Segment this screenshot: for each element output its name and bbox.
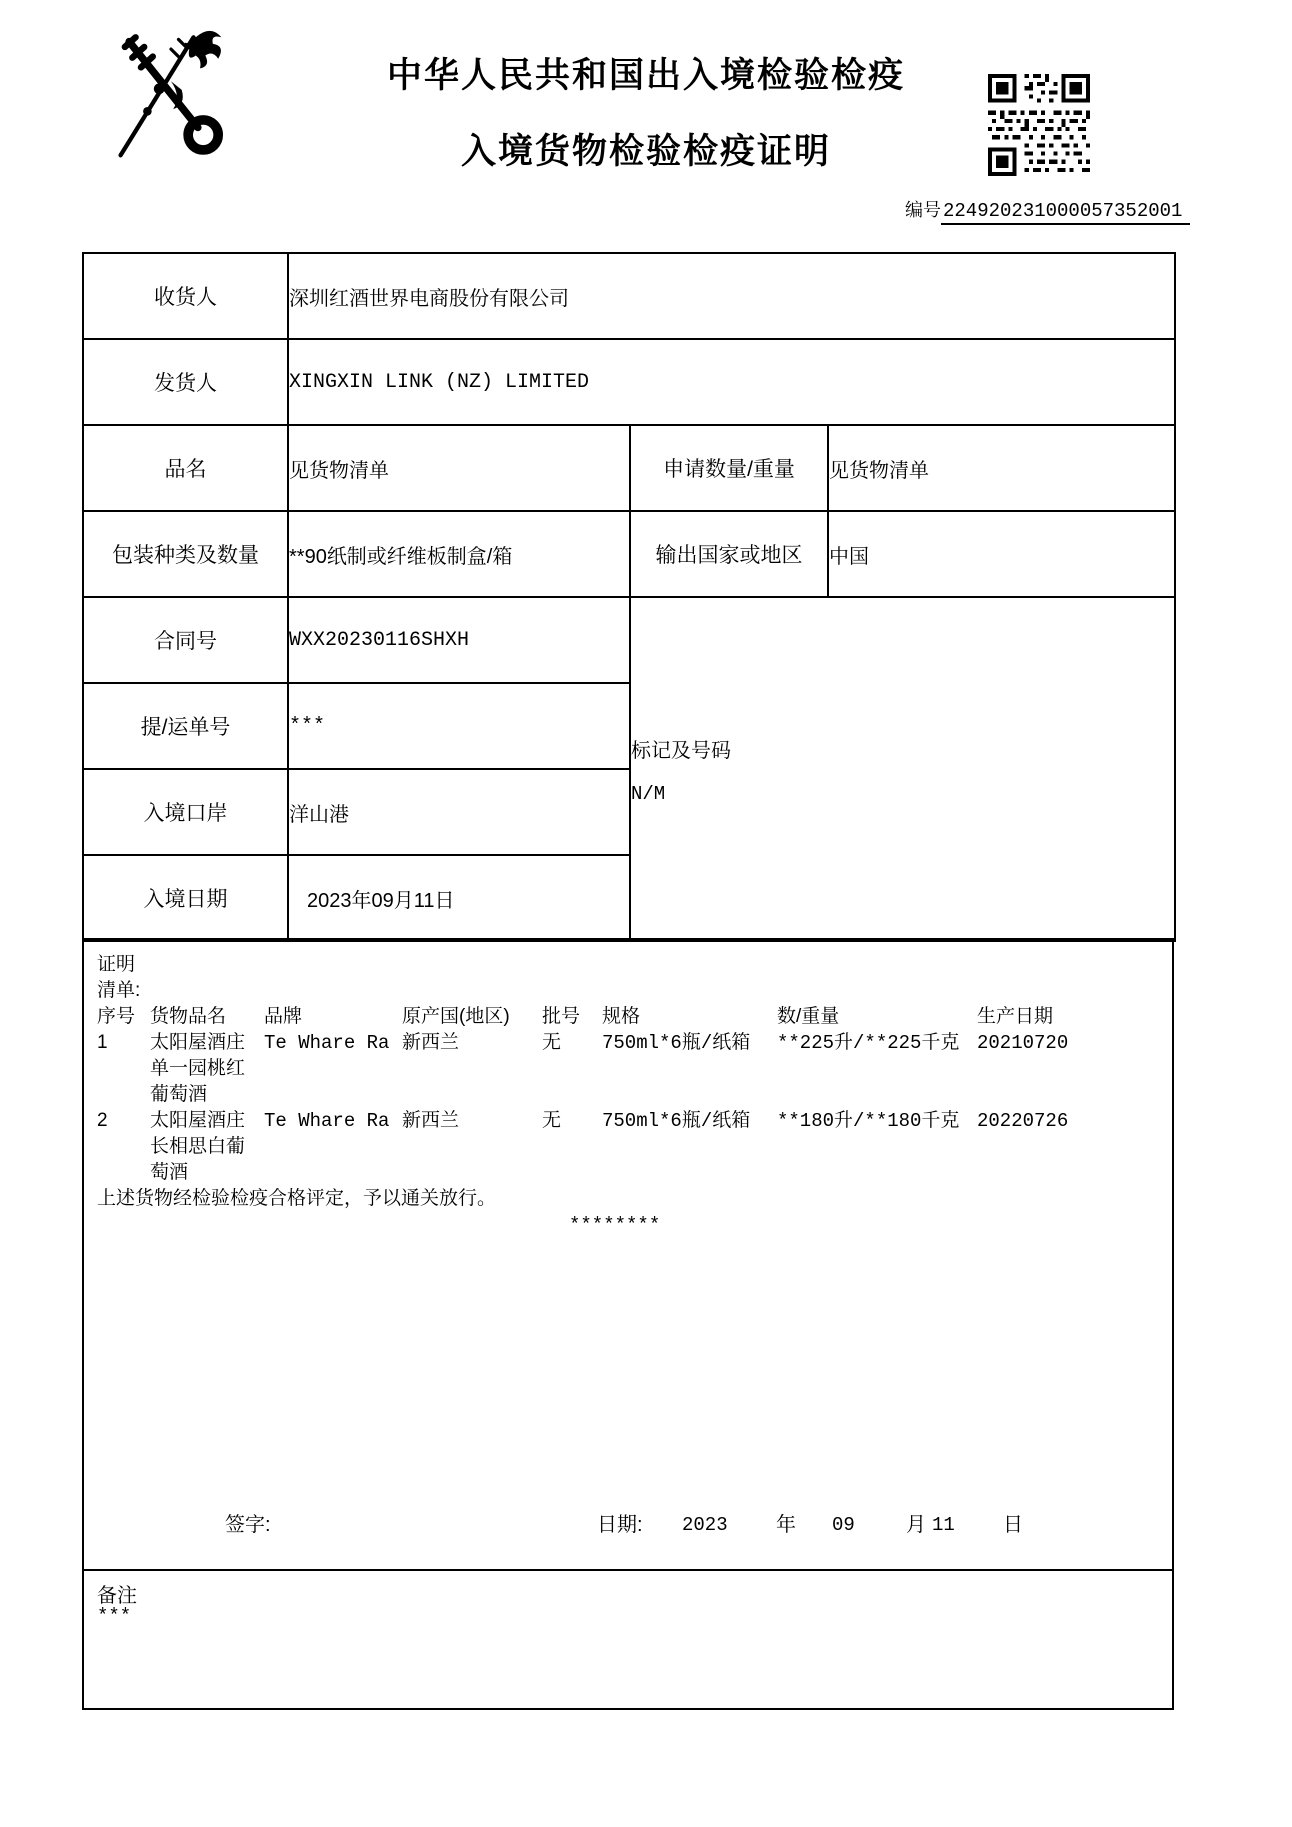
- table-row: [83, 597, 1175, 683]
- date-month-value: 09: [832, 1514, 855, 1536]
- signature-label: 签字:: [225, 1514, 271, 1536]
- quantity-label: 申请数量/重量: [630, 425, 828, 511]
- end-mark-line: [84, 1212, 1172, 1238]
- col-brand: 品牌: [264, 1006, 303, 1027]
- consignee-value: 深圳红酒世界电商股份有限公司: [288, 253, 1175, 339]
- certificate-list-section: [82, 938, 1174, 1571]
- col-batch: 批号: [542, 1006, 581, 1027]
- item-spec: 750ml*6瓶/纸箱: [602, 1032, 751, 1054]
- col-spec: 规格: [602, 1006, 641, 1027]
- table-row: [83, 339, 1175, 425]
- list-item-row: [84, 1108, 1172, 1186]
- date-year-unit: 年: [776, 1514, 796, 1536]
- remarks-value: ***: [97, 1605, 132, 1627]
- date-day-value: 11: [932, 1514, 955, 1536]
- remarks-label: 备注: [97, 1585, 137, 1607]
- table-row: [83, 253, 1175, 339]
- item-origin: 新西兰: [402, 1032, 460, 1053]
- shipment-info-table: [82, 252, 1176, 942]
- consignee-label: 收货人: [83, 253, 288, 339]
- col-goods-name: 货物品名: [150, 1006, 227, 1027]
- certificate-number-value: 224920231000057352001: [941, 200, 1190, 225]
- item-goods-name: 太阳屋酒庄单一园桃红葡萄酒: [150, 1032, 246, 1105]
- signature-row: [84, 1512, 1172, 1538]
- table-row: [83, 425, 1175, 511]
- col-origin: 原产国(地区): [402, 1006, 510, 1027]
- item-prod-date: 20220726: [977, 1110, 1069, 1132]
- cert-heading-line2: [84, 978, 1172, 1004]
- item-no: 1: [97, 1032, 108, 1053]
- entry-port-label: 入境口岸: [83, 769, 288, 855]
- item-no: 2: [97, 1110, 108, 1131]
- contract-no-value: WXX20230116SHXH: [288, 597, 630, 683]
- list-word: 清单:: [97, 980, 141, 1001]
- date-label: 日期:: [597, 1514, 643, 1536]
- packing-label: 包装种类及数量: [83, 511, 288, 597]
- item-batch: 无: [542, 1110, 562, 1131]
- marks-label: 标记及号码: [631, 739, 731, 762]
- export-country-value: 中国: [828, 511, 1175, 597]
- col-qty-weight: 数/重量: [777, 1006, 840, 1027]
- date-month-unit: 月: [906, 1514, 926, 1536]
- item-qty-weight: **225升/**225千克: [777, 1032, 960, 1054]
- table-row: [83, 511, 1175, 597]
- item-brand: Te Whare Ra: [264, 1032, 390, 1054]
- quantity-value: 见货物清单: [828, 425, 1175, 511]
- item-brand: Te Whare Ra: [264, 1110, 390, 1132]
- page-title-line1: 中华人民共和国出入境检验检疫: [386, 56, 905, 95]
- remarks-section: [82, 1569, 1174, 1710]
- item-batch: 无: [542, 1032, 562, 1053]
- end-mark: ********: [569, 1214, 661, 1236]
- entry-date-label: 入境日期: [83, 855, 288, 941]
- contract-no-label: 合同号: [83, 597, 288, 683]
- entry-date-value: 2023年09月11日: [288, 855, 630, 941]
- marks-value: N/M: [631, 782, 666, 805]
- goods-name-label: 品名: [83, 425, 288, 511]
- page-title-line2: 入境货物检验检疫证明: [460, 132, 831, 171]
- col-prod-date: 生产日期: [977, 1006, 1054, 1027]
- certificate-number-label: 编号: [905, 200, 941, 220]
- cert-word: 证明: [97, 954, 136, 975]
- conclusion-text: 上述货物经检验检疫合格评定，予以通关放行。: [97, 1188, 497, 1209]
- export-country-label: 输出国家或地区: [630, 511, 828, 597]
- item-goods-name: 太阳屋酒庄长相思白葡萄酒: [150, 1110, 246, 1183]
- bl-no-value: ***: [288, 683, 630, 769]
- entry-port-value: 洋山港: [288, 769, 630, 855]
- date-year-value: 2023: [682, 1514, 728, 1536]
- date-day-unit: 日: [1003, 1514, 1023, 1536]
- cert-heading-line1: [84, 952, 1172, 978]
- item-prod-date: 20210720: [977, 1032, 1069, 1054]
- shipper-label: 发货人: [83, 339, 288, 425]
- conclusion-line: [84, 1186, 1172, 1212]
- goods-name-value: 见货物清单: [288, 425, 630, 511]
- shipper-value: XINGXIN LINK (NZ) LIMITED: [288, 339, 1175, 425]
- item-spec: 750ml*6瓶/纸箱: [602, 1110, 751, 1132]
- qr-code-icon: [988, 74, 1090, 176]
- col-no: 序号: [97, 1006, 136, 1027]
- marks-and-numbers-cell: [630, 597, 1175, 941]
- packing-value: **90纸制或纤维板制盒/箱: [288, 511, 630, 597]
- list-header-row: [84, 1004, 1172, 1030]
- certificate-number-line: [905, 196, 1190, 222]
- bl-no-label: 提/运单号: [83, 683, 288, 769]
- list-item-row: [84, 1030, 1172, 1108]
- item-origin: 新西兰: [402, 1110, 460, 1131]
- item-qty-weight: **180升/**180千克: [777, 1110, 960, 1132]
